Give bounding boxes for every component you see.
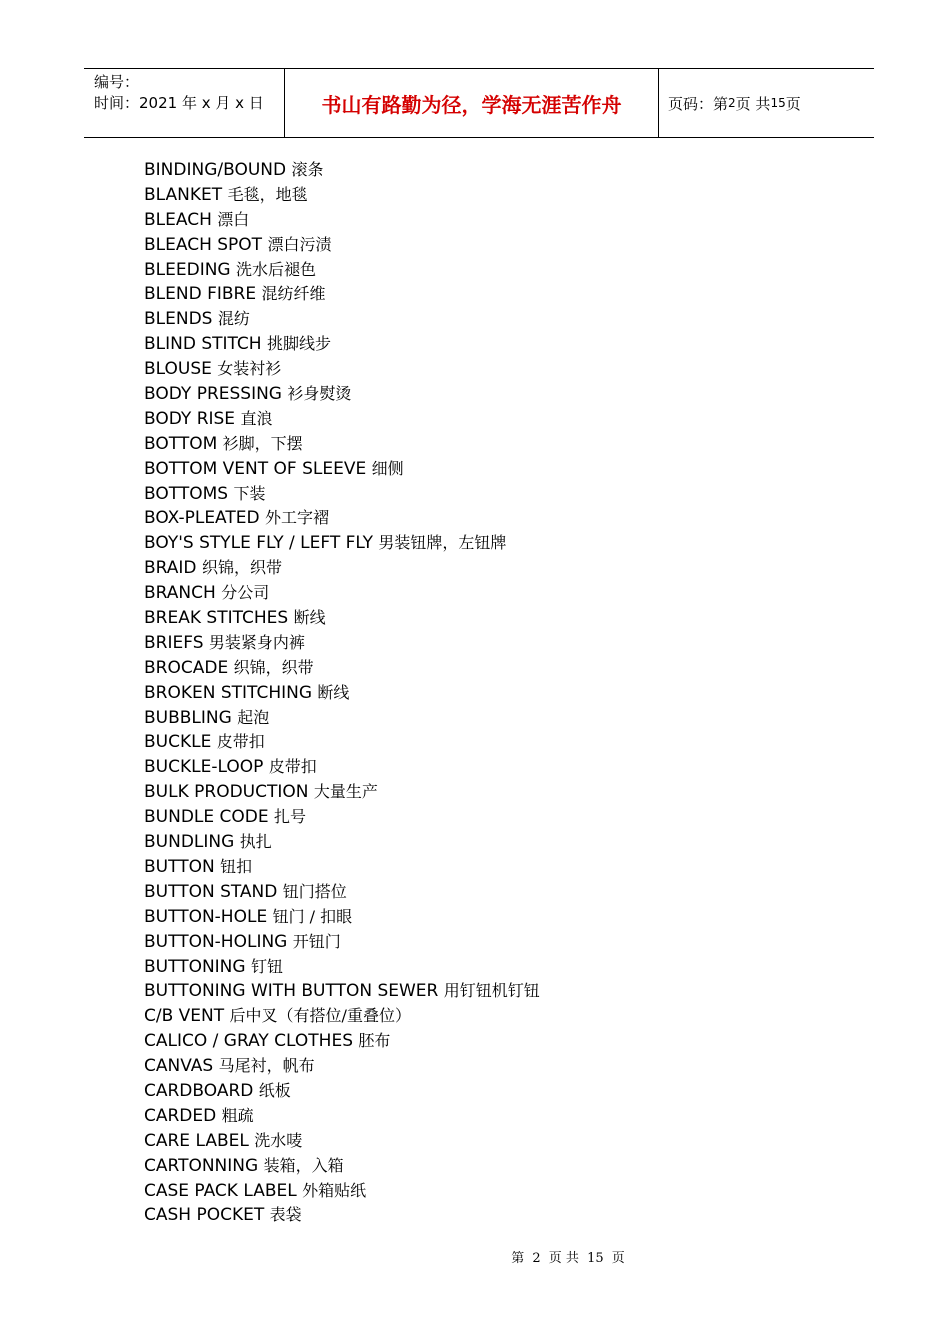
entry-term: CARDBOARD: [144, 1080, 254, 1101]
entry-translation: 直浪: [240, 408, 273, 428]
entry-translation: 织锦，织带: [201, 558, 282, 578]
serial-label: 编号：: [94, 73, 140, 91]
page-mid: 页 共: [735, 94, 771, 113]
glossary-entry: [144, 755, 540, 780]
glossary-entry: [144, 531, 540, 556]
entry-term: BRANCH: [144, 583, 216, 604]
glossary-entry: [144, 382, 540, 407]
glossary-entry: [144, 1129, 540, 1154]
page-total: 15: [770, 96, 786, 110]
glossary-entry: [144, 258, 540, 283]
entry-term: BLOUSE: [144, 359, 212, 380]
entry-term: BLANKET: [144, 184, 223, 205]
glossary-entry: [144, 830, 540, 855]
header-page-number: [659, 69, 874, 137]
footer-total: 15: [587, 1251, 604, 1266]
entry-translation: 断线: [293, 608, 326, 628]
entry-translation: 执扎: [239, 832, 272, 852]
entry-term: CASE PACK LABEL: [144, 1180, 297, 1201]
entry-translation: 起泡: [237, 707, 270, 727]
entry-translation: 分公司: [221, 583, 270, 603]
entry-term: BLEND FIBRE: [144, 284, 257, 305]
entry-translation: 胚布: [358, 1031, 391, 1051]
entry-term: BOY'S STYLE FLY / LEFT FLY: [144, 533, 374, 554]
entry-translation: 滚条: [291, 160, 324, 179]
entry-term: BUTTON-HOLING: [144, 931, 288, 952]
glossary-entry: [144, 855, 540, 880]
entry-term: BRAID: [144, 558, 197, 579]
entry-term: BUNDLE CODE: [144, 807, 269, 828]
entry-term: BREAK STITCHES: [144, 608, 289, 629]
entry-term: BUNDLING: [144, 832, 235, 853]
entry-term: BLEACH SPOT: [144, 234, 263, 255]
entry-term: BLENDS: [144, 309, 213, 330]
glossary-entry: [144, 482, 540, 507]
glossary-entry: [144, 780, 540, 805]
entry-term: CARTONNING: [144, 1155, 259, 1176]
entry-translation: 钮扣: [220, 856, 253, 876]
glossary-entry: [144, 1029, 540, 1054]
entry-translation: 钉钮: [250, 956, 283, 976]
footer-prefix: 第: [511, 1251, 525, 1266]
entry-translation: 外工字褶: [265, 508, 330, 528]
glossary-entry: [144, 1104, 540, 1129]
entry-translation: 女装衬衫: [217, 359, 282, 379]
entry-translation: 男装钮牌，左钮牌: [378, 533, 507, 553]
entry-term: CARDED: [144, 1105, 217, 1126]
glossary-entry: [144, 930, 540, 955]
entry-term: BUCKLE: [144, 732, 212, 753]
glossary-entry: [144, 233, 540, 258]
entry-term: BLIND STITCH: [144, 334, 262, 355]
glossary-entry: [144, 208, 540, 233]
glossary-entry: [144, 581, 540, 606]
entry-translation: 挑脚线步: [267, 334, 332, 354]
entry-term: BOTTOM: [144, 433, 218, 454]
entry-translation: 大量生产: [313, 782, 378, 802]
entry-translation: 皮带扣: [268, 757, 317, 777]
entry-term: CASH POCKET: [144, 1205, 265, 1226]
glossary-entry: [144, 307, 540, 332]
glossary-entry: [144, 1079, 540, 1104]
entry-translation: 钮门搭位: [282, 881, 347, 901]
glossary-entry: [144, 706, 540, 731]
entry-term: BUTTONING: [144, 956, 246, 977]
entry-translation: 纸板: [258, 1080, 291, 1100]
glossary-entry: [144, 1203, 540, 1228]
entry-term: BUTTON-HOLE: [144, 906, 268, 927]
header-meta: [84, 69, 285, 137]
entry-translation: 外箱贴纸: [302, 1180, 367, 1200]
entry-translation: 下装: [233, 483, 266, 503]
entry-term: BULK PRODUCTION: [144, 782, 309, 803]
entry-translation: 表袋: [269, 1205, 302, 1225]
page-header: [84, 68, 874, 138]
entry-term: BODY RISE: [144, 408, 236, 429]
entry-translation: 漂白: [217, 209, 250, 229]
entry-translation: 扎号: [274, 807, 307, 827]
glossary-entry: [144, 332, 540, 357]
entry-translation: 马尾衬，帆布: [218, 1056, 315, 1076]
glossary-entry: [144, 606, 540, 631]
entry-translation: 混纺纤维: [261, 284, 326, 304]
entry-translation: 装箱，入箱: [263, 1155, 344, 1175]
entry-translation: 衫脚，下摆: [222, 433, 303, 453]
glossary-entry: [144, 1179, 540, 1204]
glossary-list: [144, 158, 540, 1228]
glossary-entry: [144, 805, 540, 830]
page-suffix: 页: [785, 94, 801, 113]
entry-term: BOTTOM VENT OF SLEEVE: [144, 458, 367, 479]
glossary-entry: [144, 880, 540, 905]
glossary-entry: [144, 656, 540, 681]
entry-translation: 混纺: [217, 309, 250, 329]
glossary-entry: [144, 407, 540, 432]
entry-term: BUTTON STAND: [144, 881, 278, 902]
glossary-entry: [144, 1054, 540, 1079]
entry-translation: 钮门 / 扣眼: [272, 906, 353, 926]
entry-term: BLEEDING: [144, 259, 231, 280]
entry-term: BLEACH: [144, 209, 212, 230]
entry-term: CALICO / GRAY CLOTHES: [144, 1031, 353, 1052]
entry-term: BODY PRESSING: [144, 384, 282, 405]
entry-term: BRIEFS: [144, 632, 204, 653]
glossary-entry: [144, 681, 540, 706]
entry-translation: 织锦，织带: [233, 657, 314, 677]
glossary-entry: [144, 282, 540, 307]
entry-term: BUBBLING: [144, 707, 232, 728]
page-prefix: 页码：第: [668, 94, 729, 113]
glossary-entry: [144, 905, 540, 930]
glossary-entry: [144, 1154, 540, 1179]
entry-term: BUTTON: [144, 856, 215, 877]
entry-translation: 男装紧身内裤: [208, 632, 305, 652]
entry-term: BOX-PLEATED: [144, 508, 260, 529]
glossary-entry: [144, 631, 540, 656]
glossary-entry: [144, 1004, 540, 1029]
glossary-entry: [144, 506, 540, 531]
glossary-entry: [144, 979, 540, 1004]
entry-term: BUCKLE-LOOP: [144, 757, 264, 778]
glossary-entry: [144, 955, 540, 980]
page-current: 2: [728, 96, 736, 110]
entry-term: BUTTONING WITH BUTTON SEWER: [144, 981, 439, 1002]
footer-current: 2: [532, 1251, 541, 1266]
entry-term: BOTTOMS: [144, 483, 229, 504]
page-footer: [0, 1247, 950, 1266]
entry-translation: 粗疏: [221, 1105, 254, 1125]
glossary-entry: [144, 457, 540, 482]
entry-translation: 洗水后褪色: [236, 259, 317, 279]
glossary-entry: [144, 556, 540, 581]
entry-translation: 用钉钮机钉钮: [443, 981, 540, 1001]
entry-term: BROKEN STITCHING: [144, 682, 312, 703]
entry-term: BROCADE: [144, 657, 229, 678]
entry-translation: 细侧: [371, 458, 404, 478]
footer-mid: 页 共: [548, 1251, 579, 1266]
glossary-entry: [144, 183, 540, 208]
entry-term: CARE LABEL: [144, 1130, 249, 1151]
entry-term: C/B VENT: [144, 1006, 225, 1027]
glossary-entry: [144, 432, 540, 457]
entry-translation: 断线: [317, 682, 350, 702]
entry-term: CANVAS: [144, 1056, 214, 1077]
entry-term: BINDING/BOUND: [144, 160, 287, 180]
entry-translation: 后中叉（有搭位/重叠位）: [229, 1006, 411, 1026]
entry-translation: 毛毯，地毯: [227, 184, 308, 204]
entry-translation: 开钮门: [292, 931, 341, 951]
glossary-entry: [144, 158, 540, 183]
time-label: 时间：2021 年 x 月 x 日: [94, 94, 264, 112]
entry-translation: 漂白污渍: [267, 234, 332, 254]
footer-suffix: 页: [611, 1251, 625, 1266]
entry-translation: 洗水唛: [254, 1130, 303, 1150]
glossary-entry: [144, 730, 540, 755]
glossary-entry: [144, 357, 540, 382]
header-motto: 书山有路勤为径，学海无涯苦作舟: [285, 69, 659, 137]
entry-translation: 衫身熨烫: [287, 384, 352, 404]
entry-translation: 皮带扣: [216, 732, 265, 752]
